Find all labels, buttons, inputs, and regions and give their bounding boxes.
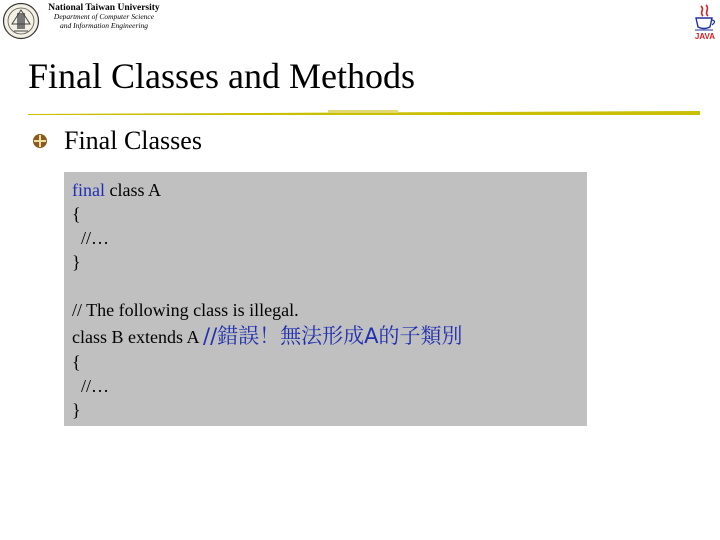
code-line: } [72,400,81,420]
code-line: } [72,252,81,272]
header-affiliation [42,3,166,30]
department-line-1: Department of Computer Science [53,12,155,22]
code-block [64,172,587,426]
title-underline [28,108,700,118]
ntu-seal-icon [2,2,40,40]
department-line-2: and Information Engineering [60,20,148,30]
java-logo-text: JAVA [694,32,716,40]
code-line: //… [72,376,110,396]
code-line [72,322,579,350]
code-line: { [72,352,81,372]
bullet-icon [32,133,48,149]
code-comment-line: // The following class is illegal. [72,300,299,320]
java-logo-icon [692,2,718,40]
code-text: class A [105,180,161,200]
code-comment: //錯誤！無法形成A的子類別 [203,324,463,348]
code-line: //… [72,228,110,248]
code-line: { [72,204,81,224]
code-blank-line [72,274,579,298]
university-name: National Taiwan University [48,3,160,13]
slide-title: Final Classes and Methods [28,56,415,96]
keyword-final: final [72,180,105,200]
bullet-final-classes: Final Classes [64,126,202,155]
code-text: class B extends A [72,327,203,347]
code-line [72,178,579,202]
